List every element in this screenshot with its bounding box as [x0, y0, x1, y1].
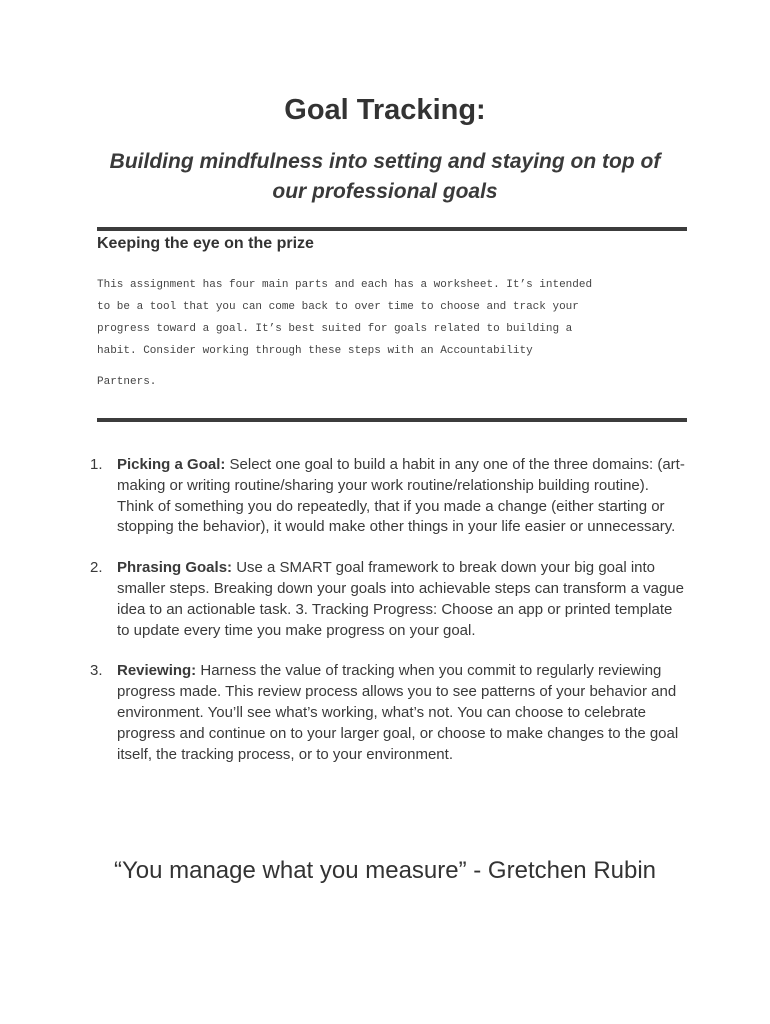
- intro-paragraph-end: Partners.: [97, 376, 157, 388]
- steps-list: [87, 455, 687, 765]
- page-title: Goal Tracking:: [284, 94, 486, 126]
- step-title: Reviewing:: [117, 662, 201, 680]
- divider-top: [97, 227, 687, 231]
- step-number: 1.: [90, 456, 103, 473]
- section-heading: Keeping the eye on the prize: [97, 235, 314, 252]
- step-title: Phrasing Goals:: [117, 559, 237, 577]
- step-number: 2.: [90, 559, 103, 577]
- step-item: [87, 455, 687, 538]
- step-number: 3.: [90, 662, 103, 680]
- intro-paragraph: This assignment has four main parts and each has a worksheet. It’s intended to be a tool that you can come back to over time to choose and track your progress toward a goal. It’s best suited for goals related to building a habit. Consider working through these steps with an Accountability: [97, 279, 593, 357]
- step-item: [87, 661, 687, 765]
- divider-bottom: [97, 418, 687, 422]
- step-text: Use a SMART goal framework to break down your big goal into smaller steps. Breaking down your goals into achievable steps can transform a vague idea to an actionable task. 3. Tracking Progress: Choose an app or printed template to update every time you make progress on your goal.: [117, 559, 684, 639]
- page-subtitle: Building mindfulness into setting and staying on top of our professional goals: [109, 150, 661, 203]
- closing-quote: “You manage what you measure” - Gretchen Rubin: [113, 857, 657, 884]
- step-title: Picking a Goal:: [117, 456, 230, 473]
- step-text: Harness the value of tracking when you commit to regularly reviewing progress made. This review process allows you to see patterns of your behavior and environment. You’ll see what’s working, what’s not. You can choose to celebrate progress and continue on to your larger goal, or choose to make changes to the goal itself, the tracking process, or to your environment.: [117, 662, 679, 763]
- step-text: Select one goal to build a habit in any one of the three domains: (art-making or writing routine/sharing your work routine/relationship building routine). Think of something you do repeatedly, that if you made a change (either starting or stopping the behavior), it would make other things in your life easier or unnecessary.: [117, 456, 685, 536]
- step-item: [87, 558, 687, 641]
